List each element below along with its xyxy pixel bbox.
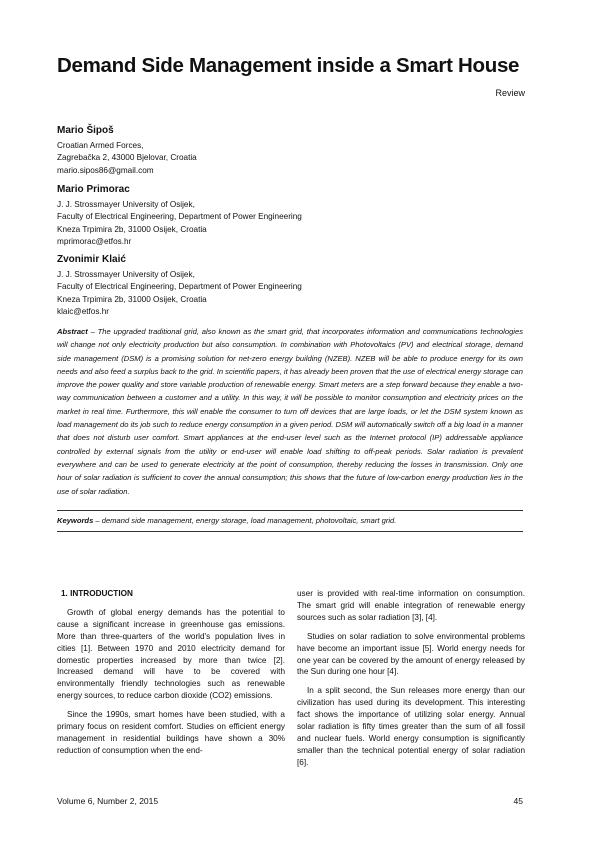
author-address: Kneza Trpimira 2b, 31000 Osijek, Croatia <box>57 294 207 304</box>
author-department: Faculty of Electrical Engineering, Department of Power Engineering <box>57 212 302 222</box>
author-affiliation: J. J. Strossmayer University of Osijek, <box>57 200 195 209</box>
column-left <box>57 588 285 764</box>
author-name: Zvonimir Klaić <box>57 254 126 265</box>
author-block <box>57 183 537 248</box>
author-department: Faculty of Electrical Engineering, Department of Power Engineering <box>57 282 302 292</box>
paragraph: Since the 1990s, smart homes have been studied, with a primary focus on resident comfort. Studies on efficient energy management in residential buildings have shown a 30% reduction of consumption when the end- <box>57 710 285 755</box>
divider <box>57 531 523 532</box>
author-address: Zagrebačka 2, 43000 Bjelovar, Croatia <box>57 153 197 163</box>
column-right <box>297 588 525 776</box>
abstract <box>57 325 523 498</box>
keywords-label: Keywords <box>57 516 94 525</box>
author-affiliation: Croatian Armed Forces, <box>57 141 144 150</box>
paragraph: user is provided with real-time information on consumption. The smart grid will enable integration of renewable energy sources such as solar radiation [3], [4]. <box>297 589 525 622</box>
paragraph: Growth of global energy demands has the potential to cause a significant increase in greenhouse gas emissions. More than three-quarters of the world's population lives in cities [1]. Between 1970 and 2010 electricity demand for domestic properties increased by more than twice [2]. Increased demand will have to be covered with environmentally friendly technologies such as renewable energy sources, to reduce carbon dioxide (CO2) emissions. <box>57 607 285 701</box>
author-email[interactable]: mprimorac@etfos.hr <box>57 236 132 246</box>
divider <box>57 510 523 511</box>
abstract-text: – The upgraded traditional grid, also known as the smart grid, that incorporates information and communications technologies will change not only electricity production but also consumption. In combination with Photovoltaics (PV) and electrical storage, demand side management (DSM) is a promising solution for net-zero energy building (NZEB). NZEB will be able to produce energy for its own needs and also feed a surplus back to the grid. In scientific papers, it has already been proven that the use of electrical energy storage can improve the power quality and store variable production of renewable energy. Smart meters are a step forward because they enable a two-way communication between a customer and a utility. In this way, it will be possible to monitor consumption and electricity prices on the market in real time. Furthermore, this will enable the consumer to turn off devices that are large loads, or let the DSM system known as load management do its job such to reduce energy consumption in a given period. DSM will automatically switch off a big load in a manner that does not disturb user comfort. Smart appliances at the end-user level such as the Internet protocol (IP) addressable appliance controlled by external signals from the utility or end-user will enable load shifting to off-peak periods. Solar radiation is prevalent everywhere and can be used to generate electricity at the point of consumption, thereby reducing the losses in transmission. Only one hour of solar radiation is sufficient to cover the annual consumption; this shows that the future of low-carbon energy production lies in the use of solar radiation. <box>57 327 523 496</box>
section-heading: 1. INTRODUCTION <box>61 589 133 598</box>
author-name: Mario Šipoš <box>57 125 114 136</box>
article-type: Review <box>495 88 525 98</box>
paragraph: In a split second, the Sun releases more energy than our civilization has used during its development. This interesting fact shows the importance of utilizing solar energy. Annual solar radiation is fifty times greater than the sum of all fossil and nuclear fuels. World energy consumption is significantly smaller than the technical potential energy of solar radiation [6]. <box>297 686 525 767</box>
keywords <box>57 515 523 527</box>
page-number: 45 <box>513 796 523 806</box>
paper-title: Demand Side Management inside a Smart House <box>57 54 520 77</box>
paragraph: Studies on solar radiation to solve environmental problems have become an important issue [5]. World energy needs for one year can be covered by the amount of energy released by the Sun during one hour [4]. <box>297 631 525 677</box>
footer-volume: Volume 6, Number 2, 2015 <box>57 796 159 806</box>
abstract-label: Abstract <box>57 327 88 336</box>
author-block <box>57 253 537 318</box>
author-affiliation: J. J. Strossmayer University of Osijek, <box>57 270 195 279</box>
keywords-text: – demand side management, energy storage, load management, photovoltaic, smart grid. <box>93 516 397 525</box>
author-address: Kneza Trpimira 2b, 31000 Osijek, Croatia <box>57 224 207 234</box>
author-name: Mario Primorac <box>57 184 130 195</box>
author-block <box>57 124 537 177</box>
author-email[interactable]: mario.sipos86@gmail.com <box>57 165 154 175</box>
author-email[interactable]: klaic@etfos.hr <box>57 306 109 316</box>
